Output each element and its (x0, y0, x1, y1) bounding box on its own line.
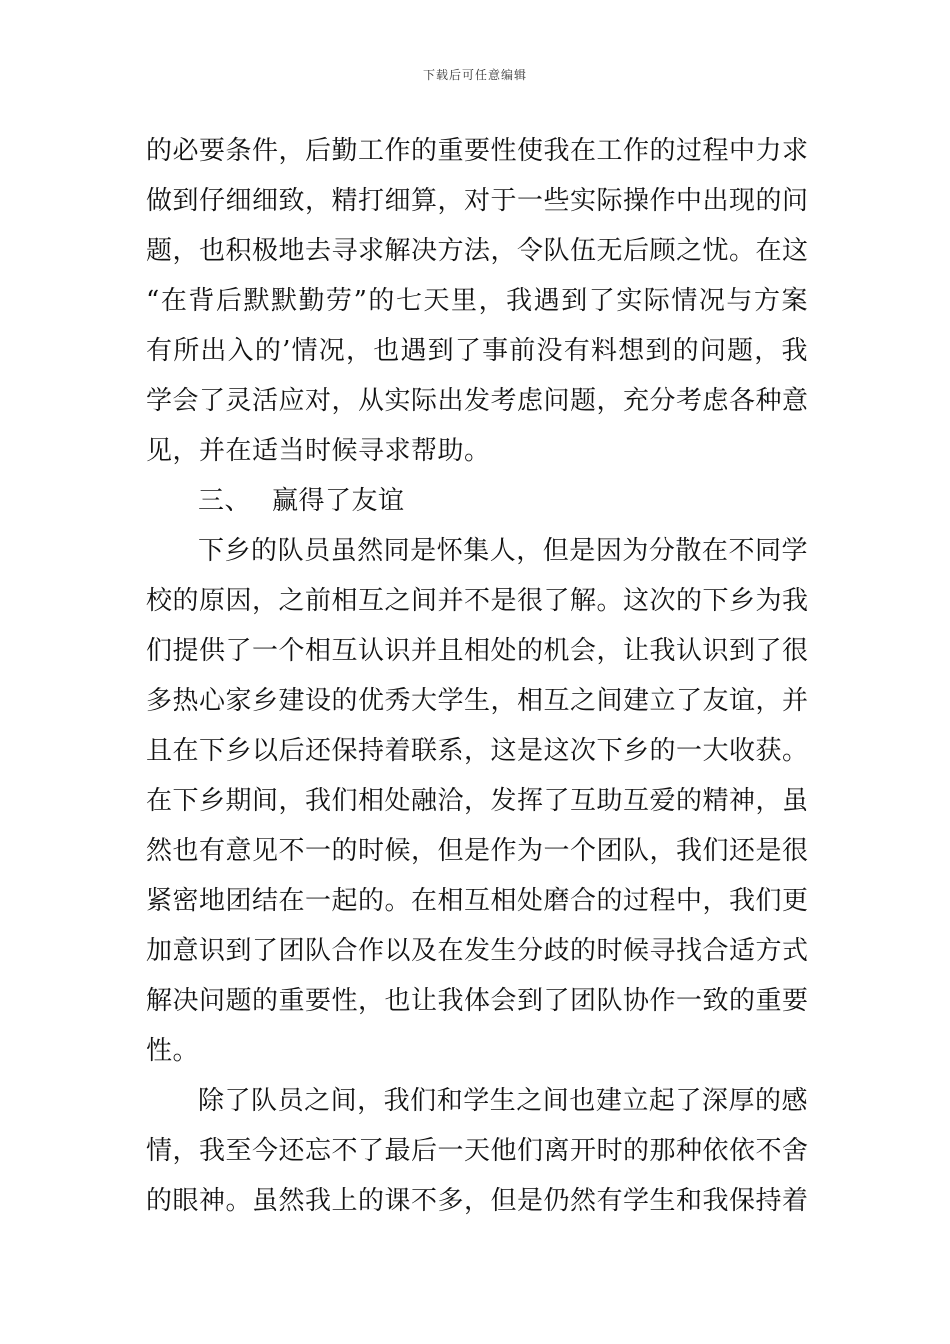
section-heading (146, 476, 808, 526)
text-line: 在下乡期间，我们相处融洽，发挥了互助互爱的精神，虽 (146, 786, 809, 816)
text-line: 见，并在适当时候寻求帮助。 (146, 436, 491, 466)
text-line: 加意识到了团队合作以及在发生分歧的时候寻找合适方式 (146, 936, 809, 966)
text-line: 紧密地团结在一起的。在相互相处磨合的过程中，我们更 (146, 886, 809, 916)
section-title: 赢得了友谊 (272, 486, 405, 516)
text-line: 的眼神。虽然我上的课不多，但是仍然有学生和我保持着 (146, 1186, 809, 1216)
text-line: 性。 (146, 1036, 200, 1066)
page-header: 下载后可任意编辑 (422, 68, 527, 82)
text-line: 多热心家乡建设的优秀大学生，相互之间建立了友谊，并 (146, 686, 809, 716)
text-line: 们提供了一个相互认识并且相处的机会，让我认识到了很 (146, 636, 809, 666)
text-line: 题，也积极地去寻求解决方法，令队伍无后顾之忧。在这 (146, 236, 809, 266)
text-line: 解决问题的重要性，也让我体会到了团队协作一致的重要 (146, 986, 809, 1016)
text-line: “在背后默默勤劳”的七天里，我遇到了实际情况与方案 (146, 286, 808, 316)
text-line: 的必要条件，后勤工作的重要性使我在工作的过程中力求 (146, 136, 809, 166)
intro-paragraph (146, 126, 808, 476)
text-line: 校的原因，之前相互之间并不是很了解。这次的下乡为我 (146, 586, 809, 616)
students-paragraph (146, 1076, 808, 1226)
text-line: 且在下乡以后还保持着联系，这是这次下乡的一大收获。 (146, 736, 809, 766)
text-line: 有所出入的’情况，也遇到了事前没有料想到的问题，我 (146, 336, 808, 366)
document-body (146, 126, 808, 1226)
text-line: 情，我至今还忘不了最后一天他们离开时的那种依依不舍 (146, 1136, 809, 1166)
section-number: 三、 (198, 486, 252, 516)
text-line: 然也有意见不一的时候，但是作为一个团队，我们还是很 (146, 836, 809, 866)
text-line: 下乡的队员虽然同是怀集人，但是因为分散在不同学 (198, 536, 808, 566)
text-line: 除了队员之间，我们和学生之间也建立起了深厚的感 (198, 1086, 808, 1116)
text-line: 学会了灵活应对，从实际出发考虑问题，充分考虑各种意 (146, 386, 809, 416)
text-line: 做到仔细细致，精打细算，对于一些实际操作中出现的问 (146, 186, 809, 216)
friendship-paragraph (146, 526, 808, 1076)
